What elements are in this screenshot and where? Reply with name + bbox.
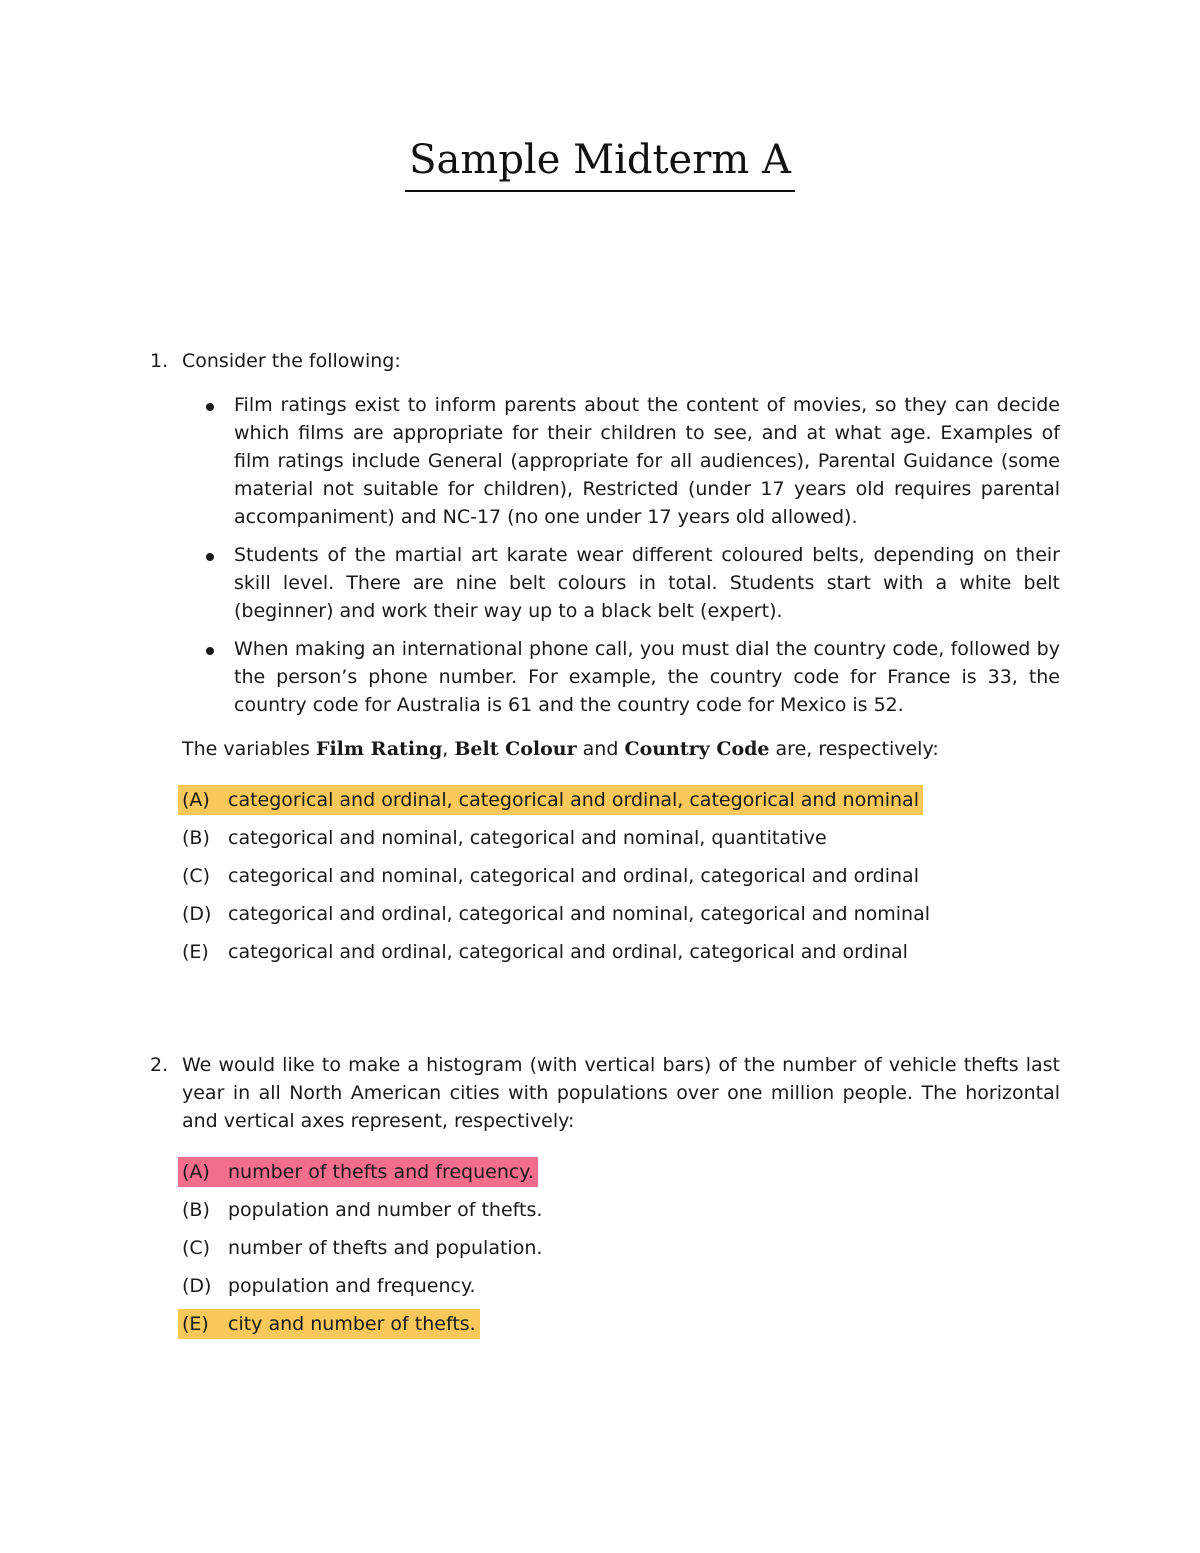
answer-option-content [178,1195,546,1225]
option-text: categorical and ordinal, categorical and ordinal, categorical and ordinal [228,941,908,963]
answer-option [182,785,1060,823]
bullet-icon [206,553,214,561]
option-label: (E) [182,1313,209,1335]
question-intro: Consider the following: [182,350,401,372]
answer-option [182,899,1060,937]
lead-text: The variables [182,738,316,760]
answer-option-content [178,785,923,815]
option-label: (D) [182,903,212,925]
answer-option [182,937,1060,975]
answer-option [182,1233,1060,1271]
question-1 [150,347,1060,975]
answer-option-content [178,1233,546,1263]
answer-options [182,1157,1060,1347]
answer-option-content [178,861,923,891]
option-label: (E) [182,941,209,963]
option-label: (D) [182,1275,212,1297]
question-number: 2. [150,1054,169,1076]
answer-option-content [178,899,934,929]
bullet-icon [206,647,214,655]
variable-belt-colour: Belt Colour [454,738,577,760]
option-text: city and number of thefts. [228,1313,476,1335]
answer-option [182,861,1060,899]
answer-option-content [178,937,912,967]
question-2 [150,1051,1060,1347]
bullet-text: Film ratings exist to inform parents about the content of movies, so they can decide which films are appropriate for their children to see, and at what age. Examples of film ratings include General (appropriate for all audiences), Parental Guidance (some material not suitable for children), Restricted (under 17 years old requires parental accompaniment) and NC-17 (no one under 17 years old allowed). [234,394,1060,528]
answer-option [182,823,1060,861]
bullet-text: Students of the martial art karate wear different coloured belts, depending on their skill level. There are nine belt colours in total. Students start with a white belt (beginner) and work their way up to a black belt (expert). [234,544,1060,622]
answer-option [182,1309,1060,1347]
option-label: (A) [182,1161,210,1183]
option-label: (A) [182,789,210,811]
option-text: categorical and ordinal, categorical and ordinal, categorical and nominal [228,789,919,811]
option-label: (B) [182,1199,210,1221]
lead-text: are, respectively: [769,738,939,760]
answer-option [182,1195,1060,1233]
question-number: 1. [150,350,169,372]
answer-option-content [178,1309,480,1339]
answer-options [182,785,1060,975]
variable-country-code: Country Code [624,738,770,760]
option-text: categorical and nominal, categorical and ordinal, categorical and ordinal [228,865,919,887]
answer-option-content [178,823,831,853]
variable-film-rating: Film Rating [315,738,443,760]
option-text: categorical and nominal, categorical and nominal, quantitative [228,827,827,849]
bullet-icon [206,403,214,411]
question-text: We would like to make a histogram (with vertical bars) of the number of vehicle thefts last year in all North American cities with populations over one million people. The horizontal and vertical axes represent, respectively: [182,1054,1060,1132]
list-item [182,391,1060,531]
bullet-text: When making an international phone call, you must dial the country code, followed by the person’s phone number. For example, the country code for France is 33, the country code for Australia is 61 and the country code for Mexico is 52. [234,638,1060,716]
option-text: number of thefts and population. [228,1237,543,1259]
answer-option [182,1271,1060,1309]
page-title [0,132,1200,192]
answer-option-content [178,1157,538,1187]
option-text: categorical and ordinal, categorical and nominal, categorical and nominal [228,903,930,925]
option-text: population and frequency. [228,1275,476,1297]
option-label: (B) [182,827,210,849]
list-item [182,635,1060,719]
option-label: (C) [182,865,211,887]
option-label: (C) [182,1237,211,1259]
answer-option [182,1157,1060,1195]
bullet-list [182,391,1060,719]
option-text: population and number of thefts. [228,1199,543,1221]
lead-separator: , [442,738,455,760]
answer-option-content [178,1271,480,1301]
option-text: number of thefts and frequency. [228,1161,534,1183]
lead-separator: and [576,738,625,760]
title-text: Sample Midterm A [405,132,795,192]
question-lead [182,735,1060,763]
list-item [182,541,1060,625]
